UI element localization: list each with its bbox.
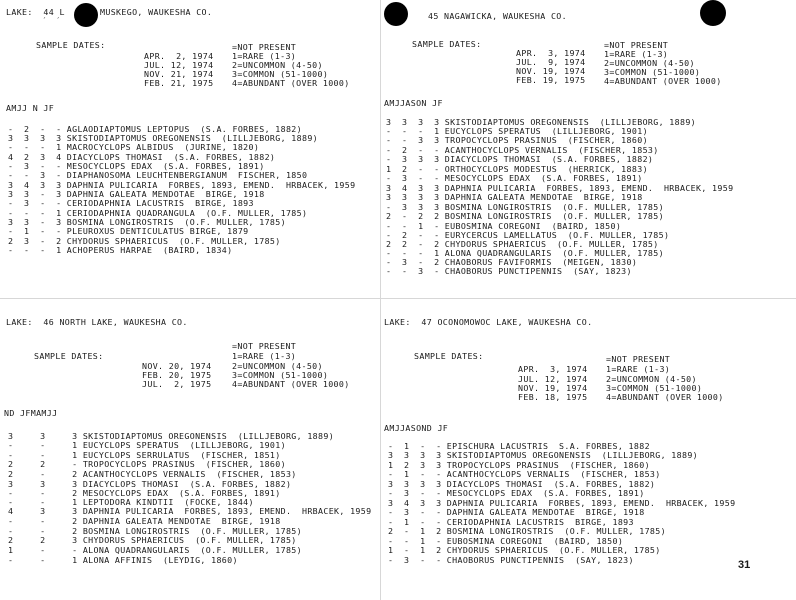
legend-4: 4=ABUNDANT (OVER 1000): [232, 78, 350, 88]
species-row: - 1 - - CERIODAPHNIA LACUSTRIS BIRGE, 1893: [388, 517, 634, 527]
species-row: - 3 - - MESOCYCLOPS EDAX (S.A. FORBES, 1891): [8, 161, 265, 171]
punch-hole-left: [74, 3, 98, 27]
species-row: - 3 - - MESOCYCLOPS EDAX (S.A. FORBES, 1891): [388, 488, 645, 498]
species-row: 4 3 3 DAPHNIA PULICARIA FORBES, 1893, EMEND. HRBACEK, 1959: [8, 506, 372, 516]
species-row: 2 - 2 2 BOSMINA LONGIROSTRIS (O.F. MULLER, 1785): [386, 211, 664, 221]
species-row: - 2 - - EURYCERCUS LAMELLATUS (O.F. MULLER, 1785): [386, 230, 670, 240]
species-row: 3 4 3 3 DAPHNIA PULICARIA FORBES, 1893, EMEND. HRBACEK, 1959: [8, 180, 356, 190]
legend-0: =NOT PRESENT: [232, 42, 297, 52]
legend-1: 1=RARE (1-3): [604, 49, 669, 59]
date-2: FEB. 20, 1975: [142, 370, 212, 380]
species-row: 3 3 3 3 SKISTODIAPTOMUS OREGONENSIS (LILLJEBORG, 1889): [388, 450, 699, 460]
species-row: 3 4 3 3 DAPHNIA PULICARIA FORBES, 1893, EMEND. HRBACEK, 1959: [386, 183, 734, 193]
species-row: 3 3 3 3 DIACYCLOPS THOMASI (S.A. FORBES, 1882): [388, 479, 656, 489]
page-number: 31: [738, 559, 751, 571]
species-row: - 3 - 2 CHAOBORUS FAVIFORMIS (MEIGEN, 1830): [386, 257, 638, 267]
species-row: 3 3 3 3 SKISTODIAPTOMUS OREGONENSIS (LILLJEBORG, 1889): [386, 117, 697, 127]
date-4: FEB. 18, 1975: [518, 392, 588, 402]
column-header: ND JFMAMJJ: [4, 408, 58, 418]
species-row: 3 3 3 3 SKISTODIAPTOMUS OREGONENSIS (LILLJEBORG, 1889): [8, 133, 319, 143]
legend-0: =NOT PRESENT: [604, 40, 669, 50]
species-row: 2 - 1 2 BOSMINA LONGIROSTRIS (O.F. MULLER, 1785): [388, 526, 666, 536]
legend-1: 1=RARE (1-3): [606, 364, 671, 374]
species-row: - - 3 3 TROPOCYCLOPS PRASINUS (FISCHER, 1860): [386, 135, 648, 145]
legend-3: 3=COMMON (51-1000): [232, 69, 329, 79]
legend-3: 3=COMMON (51-1000): [232, 370, 329, 380]
stray-marks: ´ ´: [42, 17, 61, 25]
legend-4: 4=ABUNDANT (OVER 1000): [606, 392, 724, 402]
species-row: 3 3 3 3 DAPHNIA GALEATA MENDOTAE BIRGE, 1918: [386, 192, 643, 202]
lake-header-cont: MUSKEGO, WAUKESHA CO.: [100, 7, 213, 17]
legend-0: =NOT PRESENT: [232, 341, 297, 351]
species-row: - 3 - - MESOCYCLOPS EDAX (S.A. FORBES, 1891): [386, 173, 643, 183]
species-row: - - 2 MESOCYCLOPS EDAX (S.A. FORBES, 1891): [8, 488, 281, 498]
legend-3: 3=COMMON (51-1000): [604, 67, 701, 77]
legend-3: 3=COMMON (51-1000): [606, 383, 703, 393]
species-row: - - 1 - EUBOSMINA COREGONI (BAIRD, 1850): [386, 221, 622, 231]
species-row: - 3 - - CERIODAPHNIA LACUSTRIS BIRGE, 1893: [8, 198, 254, 208]
species-row: - - 1 EUCYCLOPS SERRULATUS (FISCHER, 1851): [8, 450, 281, 460]
lake-header: LAKE: 46 NORTH LAKE, WAUKESHA CO.: [6, 317, 188, 327]
species-row: - 3 3 3 BOSMINA LONGIROSTRIS (O.F. MULLER, 1785): [386, 202, 664, 212]
species-row: - 1 - - EPISCHURA LACUSTRIS S.A. FORBES, 1882: [388, 441, 650, 451]
species-row: - - 1 ALONA AFFINIS (LEYDIG, 1860): [8, 555, 238, 565]
punch-hole-far-right: [700, 0, 726, 26]
legend-2: 2=UNCOMMON (4-50): [604, 58, 695, 68]
species-row: - - - 1 EUCYCLOPS SPERATUS (LILLJEBORG, 1901): [386, 126, 648, 136]
species-row: - 3 - - DAPHNIA GALEATA MENDOTAE BIRGE, 1918: [388, 507, 645, 517]
species-row: - - 1 - EUBOSMINA COREGONI (BAIRD, 1850): [388, 536, 624, 546]
species-row: 2 2 - 2 CHYDORUS SPHAERICUS (O.F. MULLER, 1785): [386, 239, 659, 249]
species-row: - - 1 EUCYCLOPS SPERATUS (LILLJEBORG, 1901): [8, 440, 286, 450]
species-row: 4 2 3 4 DIACYCLOPS THOMASI (S.A. FORBES, 1882): [8, 152, 276, 162]
lake-header: LAKE: 47 OCONOMOWOC LAKE, WAUKESHA CO.: [384, 317, 593, 327]
species-row: 3 3 - 3 BOSMINA LONGIROSTRIS (O.F. MULLER, 1785): [8, 217, 286, 227]
species-row: - - - 1 CERIODAPHNIA QUADRANGULA (O.F. MULLER, 1785): [8, 208, 308, 218]
legend-2: 2=UNCOMMON (4-50): [232, 60, 323, 70]
species-row: 3 3 - 3 DAPHNIA GALEATA MENDOTAE BIRGE, 1918: [8, 189, 265, 199]
species-row: - 1 - - ACANTHOCYCLOPS VERNALIS (FISCHER, 1853): [388, 469, 661, 479]
species-row: 3 3 3 SKISTODIAPTOMUS OREGONENSIS (LILLJEBORG, 1889): [8, 431, 335, 441]
species-row: 3 4 3 3 DAPHNIA PULICARIA FORBES, 1893, EMEND. HRBACEK, 1959: [388, 498, 736, 508]
date-1: APR. 3, 1974: [516, 48, 586, 58]
legend-4: 4=ABUNDANT (OVER 1000): [232, 379, 350, 389]
column-header: AMJJASOND JF: [384, 423, 449, 433]
species-row: 2 3 - 2 CHYDORUS SPHAERICUS (O.F. MULLER, 1785): [8, 236, 281, 246]
date-1: APR. 2, 1974: [144, 51, 214, 61]
legend-2: 2=UNCOMMON (4-50): [232, 361, 323, 371]
species-row: - - 2 BOSMINA LONGIROSTRIS (O.F. MULLER, 1785): [8, 526, 302, 536]
date-2: JUL. 12, 1974: [518, 374, 588, 384]
species-row: - - 3 - CHAOBORUS PUNCTIPENNIS (SAY, 1823): [386, 266, 632, 276]
lake-header-cont: 45 NAGAWICKA, WAUKESHA CO.: [428, 11, 567, 21]
date-3: JUL. 2, 1975: [142, 379, 212, 389]
sample-dates-label: SAMPLE DATES:: [412, 39, 482, 49]
date-3: NOV. 21, 1974: [144, 69, 214, 79]
punch-hole-right: [384, 2, 408, 26]
date-4: FEB. 21, 1975: [144, 78, 214, 88]
species-row: - - - 1 ACHOPERUS HARPAE (BAIRD, 1834): [8, 245, 233, 255]
species-row: - 2 - - ACANTHOCYCLOPS VERNALIS (FISCHER, 1853): [386, 145, 659, 155]
date-2: JUL. 9, 1974: [516, 57, 586, 67]
species-row: - - - 1 ALONA QUADRANGULARIS (O.F. MULLER, 1785): [386, 248, 664, 258]
species-row: - - 1 LEPTODORA KINDTII (FOCKE, 1844): [8, 497, 254, 507]
horizontal-divider: [0, 298, 796, 299]
species-row: - - 3 - DIAPHANOSOMA LEUCHTENBERGIANUM FISCHER, 1850: [8, 170, 308, 180]
legend-4: 4=ABUNDANT (OVER 1000): [604, 76, 722, 86]
species-row: 1 2 3 3 TROPOCYCLOPS PRASINUS (FISCHER, 1860): [388, 460, 650, 470]
date-1: NOV. 20, 1974: [142, 361, 212, 371]
species-row: - 3 - - CHAOBORUS PUNCTIPENNIS (SAY, 1823): [388, 555, 634, 565]
species-row: - 2 - - AGLAODIAPTOMUS LEPTOPUS (S.A. FORBES, 1882): [8, 124, 302, 134]
species-row: 2 2 3 CHYDORUS SPHAERICUS (O.F. MULLER, 1785): [8, 535, 297, 545]
date-3: NOV. 19, 1974: [518, 383, 588, 393]
date-1: APR. 3, 1974: [518, 364, 588, 374]
species-row: 1 - - ALONA QUADRANGULARIS (O.F. MULLER, 1785): [8, 545, 302, 555]
date-4: FEB. 19, 1975: [516, 75, 586, 85]
date-3: NOV. 19, 1974: [516, 66, 586, 76]
legend-1: 1=RARE (1-3): [232, 51, 297, 61]
species-row: - 1 - - PLEUROXUS DENTICULATUS BIRGE, 1879: [8, 226, 249, 236]
species-row: 1 2 - - ORTHOCYCLOPS MODESTUS (HERRICK, 1883): [386, 164, 648, 174]
species-row: 1 - 1 2 CHYDORUS SPHAERICUS (O.F. MULLER, 1785): [388, 545, 661, 555]
sample-dates-label: SAMPLE DATES:: [414, 351, 484, 361]
column-header: AMJJASON JF: [384, 98, 443, 108]
date-2: JUL. 12, 1974: [144, 60, 214, 70]
species-row: - - - 1 MACROCYCLOPS ALBIDUS (JURINE, 1820): [8, 142, 260, 152]
legend-0: =NOT PRESENT: [606, 354, 671, 364]
species-row: - 3 3 3 DIACYCLOPS THOMASI (S.A. FORBES, 1882): [386, 154, 654, 164]
lake-header: LAKE: 44 L: [6, 7, 65, 17]
column-header: AMJJ N JF: [6, 103, 55, 113]
legend-2: 2=UNCOMMON (4-50): [606, 374, 697, 384]
sample-dates-label: SAMPLE DATES:: [34, 351, 104, 361]
vertical-divider: [380, 0, 381, 600]
sample-dates-label: SAMPLE DATES:: [36, 40, 106, 50]
species-row: 2 - 2 ACANTHOCYCLOPS VERNALIS (FISCHER, 1853): [8, 469, 297, 479]
species-row: 3 3 3 DIACYCLOPS THOMASI (S.A. FORBES, 1882): [8, 479, 292, 489]
legend-1: 1=RARE (1-3): [232, 351, 297, 361]
species-row: - - 2 DAPHNIA GALEATA MENDOTAE BIRGE, 1918: [8, 516, 281, 526]
species-row: 2 2 - TROPOCYCLOPS PRASINUS (FISCHER, 1860): [8, 459, 286, 469]
